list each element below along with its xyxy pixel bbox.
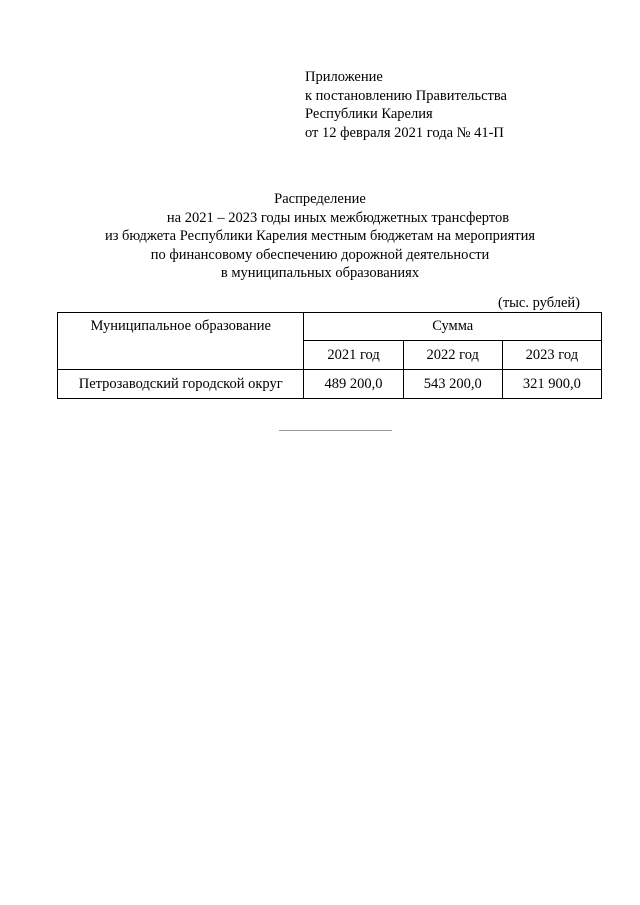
row-value: 543 200,0 — [403, 370, 502, 399]
appendix-line: Республики Карелия — [305, 106, 433, 122]
title-line: на 2021 – 2023 годы иных межбюджетных трансфертов — [166, 209, 510, 226]
header-municipality: Муниципальное образование — [58, 313, 304, 370]
table-header-row — [58, 313, 602, 341]
title-line: Распределение — [274, 191, 366, 207]
appendix-line: от 12 февраля 2021 года № 41-П — [305, 124, 504, 141]
row-value: 489 200,0 — [304, 370, 403, 399]
document-title — [0, 190, 640, 283]
header-year: 2023 год — [502, 341, 601, 370]
header-year: 2022 год — [403, 341, 502, 370]
title-line: в муниципальных образованиях — [220, 265, 420, 281]
appendix-block — [305, 68, 507, 142]
row-value: 321 900,0 — [502, 370, 601, 399]
units-label: (тыс. рублей) — [498, 295, 580, 311]
row-municipality: Петрозаводский городской округ — [58, 370, 304, 399]
table-row — [58, 370, 602, 399]
appendix-line: к постановлению Правительства — [305, 87, 507, 104]
header-year: 2021 год — [304, 341, 403, 370]
header-sum: Сумма — [304, 313, 602, 341]
distribution-table — [57, 312, 602, 399]
end-divider — [279, 430, 392, 431]
title-line: по финансовому обеспечению дорожной деятельности — [150, 246, 490, 263]
title-line: из бюджета Республики Карелия местным бюджетам на мероприятия — [104, 228, 536, 244]
appendix-line: Приложение — [305, 69, 383, 85]
